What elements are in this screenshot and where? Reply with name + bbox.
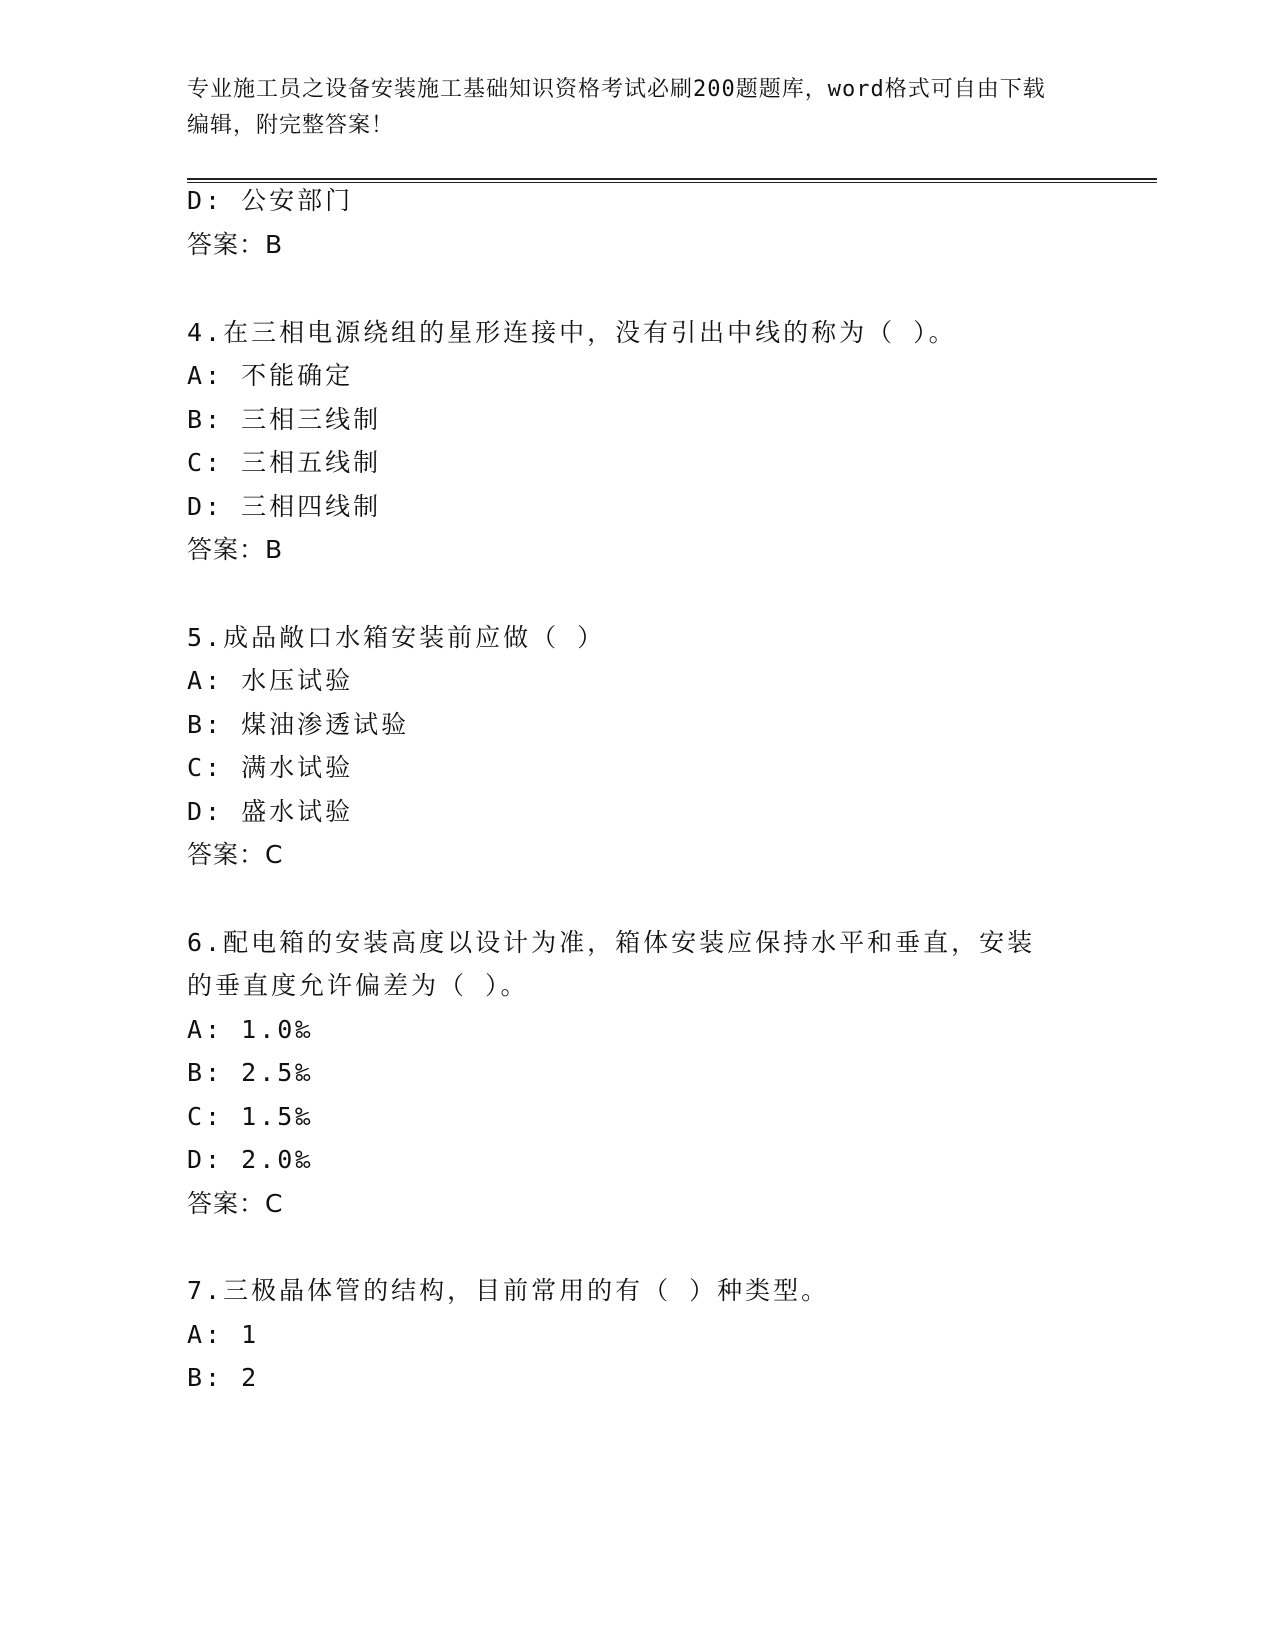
header-divider	[187, 178, 1157, 183]
q6-option-a: A: 1.0‰	[187, 1015, 314, 1044]
q7-stem: 7.三极晶体管的结构，目前常用的有（ ）种类型。	[187, 1276, 830, 1305]
document-page	[187, 0, 1157, 1650]
q7-option-a: A: 1	[187, 1320, 260, 1349]
q5-stem: 5.成品敞口水箱安装前应做（ ）	[187, 623, 606, 652]
q6-option-c: C: 1.5‰	[187, 1102, 314, 1131]
q5-option-c: C: 满水试验	[187, 753, 354, 782]
q4-option-c: C: 三相五线制	[187, 448, 382, 477]
q6-option-b: B: 2.5‰	[187, 1058, 314, 1087]
q4-answer: 答案：B	[187, 535, 284, 564]
q5-option-d: D: 盛水试验	[187, 797, 354, 826]
q5-option-b: B: 煤油渗透试验	[187, 710, 410, 739]
q4-option-b: B: 三相三线制	[187, 405, 382, 434]
q6-stem-line1: 6.配电箱的安装高度以设计为准，箱体安装应保持水平和垂直，安装	[187, 928, 1036, 957]
q4-option-d: D: 三相四线制	[187, 492, 382, 521]
q5-option-a: A: 水压试验	[187, 666, 354, 695]
q6-stem-line2: 的垂直度允许偏差为（ ）。	[187, 971, 529, 1000]
q6-option-d: D: 2.0‰	[187, 1145, 314, 1174]
q4-stem: 4.在三相电源绕组的星形连接中，没有引出中线的称为（ ）。	[187, 318, 957, 347]
q7-option-b: B: 2	[187, 1363, 260, 1392]
q6-answer: 答案：C	[187, 1189, 284, 1218]
q4-option-a: A: 不能确定	[187, 361, 354, 390]
q3-option-d: D: 公安部门	[187, 186, 354, 215]
q5-answer: 答案：C	[187, 840, 284, 869]
document-header-title: 专业施工员之设备安装施工基础知识资格考试必刷200题题库，word格式可自由下载编辑，附完整答案！	[187, 77, 1046, 138]
q3-answer: 答案：B	[187, 230, 284, 259]
